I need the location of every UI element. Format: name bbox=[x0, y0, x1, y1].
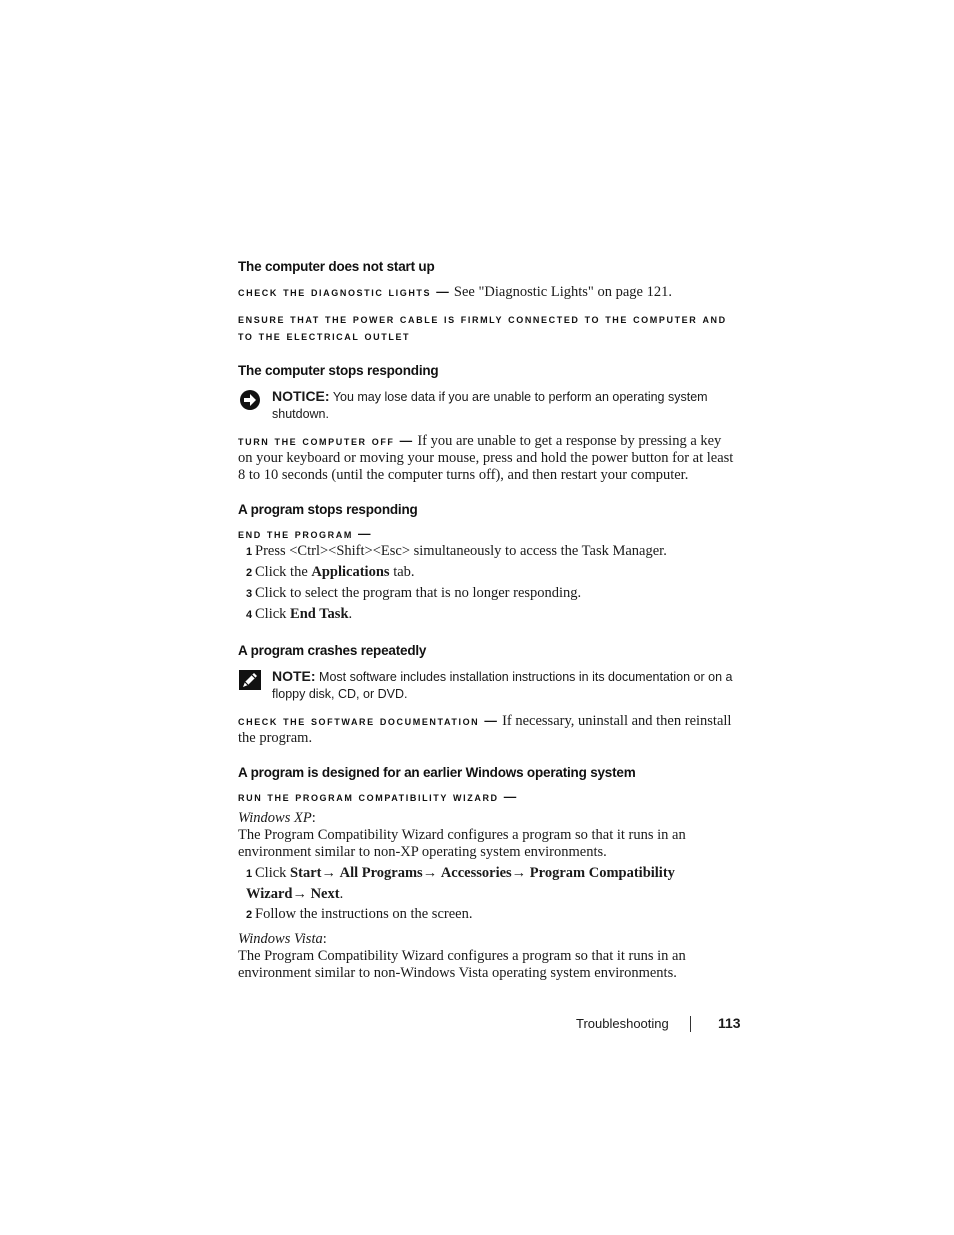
heading-program-earlier-windows: A program is designed for an earlier Windows operating system bbox=[238, 765, 636, 780]
footer-divider bbox=[690, 1016, 691, 1032]
step-text: Click bbox=[255, 865, 291, 881]
colon: : bbox=[311, 810, 316, 826]
arrow-glyph: → bbox=[292, 886, 307, 902]
arrow-glyph: → bbox=[321, 865, 336, 881]
step-number: 2 bbox=[246, 567, 253, 579]
check-diagnostic-lights-item bbox=[238, 284, 738, 301]
end-task-ref: End Task bbox=[290, 606, 349, 622]
windows-xp-label: Windows XP bbox=[238, 810, 312, 826]
windows-xp-steps bbox=[238, 863, 738, 925]
step-text: Follow the instructions on the screen. bbox=[255, 906, 473, 922]
turn-computer-off-item bbox=[238, 433, 738, 484]
heading-computer-stops-responding: The computer stops responding bbox=[238, 363, 439, 378]
turn-computer-off-label: turn the computer off — bbox=[238, 434, 414, 448]
program-compatibility-wizard-ref: Program Compatibility Wizard bbox=[246, 865, 675, 902]
all-programs-ref: All Programs bbox=[339, 865, 423, 881]
check-diagnostic-lights-text: See "Diagnostic Lights" on page 121. bbox=[453, 284, 672, 300]
notice-arrow-icon bbox=[239, 389, 261, 411]
step-text: Press <Ctrl><Shift><Esc> simultaneously to access the Task Manager. bbox=[255, 543, 667, 559]
step-text: Click to select the program that is no longer responding. bbox=[255, 585, 582, 601]
windows-vista-label: Windows Vista bbox=[238, 931, 323, 947]
end-program-steps bbox=[238, 541, 738, 625]
note-text: Most software includes installation instructions in its documentation or on a floppy disk, CD, or DVD. bbox=[272, 670, 733, 701]
step-number: 2 bbox=[246, 909, 253, 921]
turn-computer-off-text: If you are unable to get a response by pressing a key on your keyboard or moving your mouse, press and hold the power button for at least 8 to 10 seconds (until the computer turns off), and then restart your computer. bbox=[238, 433, 734, 483]
list-item bbox=[238, 562, 738, 583]
arrow-glyph: → bbox=[511, 865, 527, 881]
list-item bbox=[238, 604, 738, 625]
check-software-doc-item bbox=[238, 713, 738, 747]
applications-tab-ref: Applications bbox=[311, 564, 390, 580]
windows-xp-label-line bbox=[238, 810, 738, 827]
step-number: 3 bbox=[246, 588, 253, 600]
arrow-glyph: → bbox=[422, 865, 438, 881]
step-number: 1 bbox=[246, 868, 253, 880]
step-text: Click bbox=[255, 606, 291, 622]
colon: : bbox=[322, 931, 327, 947]
heading-program-crashes: A program crashes repeatedly bbox=[238, 643, 427, 658]
list-item bbox=[238, 541, 738, 562]
page-content bbox=[238, 259, 738, 982]
step-text-end: . bbox=[348, 606, 353, 622]
next-button-ref: Next bbox=[310, 886, 340, 902]
page-footer bbox=[576, 1013, 746, 1035]
list-item bbox=[238, 583, 738, 604]
heading-program-stops-responding: A program stops responding bbox=[238, 502, 418, 517]
page-number: 113 bbox=[718, 1015, 741, 1031]
windows-vista-paragraph: The Program Compatibility Wizard configures a program so that it runs in an environment similar to non-Windows Vista operating system environments. bbox=[238, 948, 686, 981]
start-menu-ref: Start bbox=[290, 865, 322, 881]
ensure-power-cable-label: ensure that the power cable is firmly connected to the computer and to the electrical outlet bbox=[238, 312, 727, 343]
note-label: NOTE: bbox=[272, 668, 316, 684]
accessories-ref: Accessories bbox=[440, 865, 512, 881]
check-diagnostic-lights-label: check the diagnostic lights — bbox=[238, 285, 451, 299]
step-text: Click the bbox=[255, 564, 312, 580]
heading-computer-does-not-start: The computer does not start up bbox=[238, 259, 435, 274]
notice-callout bbox=[238, 388, 738, 423]
step-text-end: . bbox=[339, 886, 344, 902]
check-software-doc-text: If necessary, uninstall and then reinstall the program. bbox=[238, 713, 732, 746]
step-number: 4 bbox=[246, 609, 253, 621]
run-wizard-label: run the program compatibility wizard — bbox=[238, 790, 518, 804]
list-item bbox=[238, 863, 738, 904]
note-callout bbox=[238, 668, 738, 703]
notice-label: NOTICE: bbox=[272, 388, 330, 404]
footer-section-name: Troubleshooting bbox=[576, 1016, 669, 1031]
check-software-doc-label: check the software documentation — bbox=[238, 714, 499, 728]
windows-xp-paragraph: The Program Compatibility Wizard configures a program so that it runs in an environment similar to non-XP operating system environments. bbox=[238, 827, 686, 860]
list-item bbox=[238, 904, 738, 925]
notice-text: You may lose data if you are unable to perform an operating system shutdown. bbox=[272, 390, 708, 421]
step-number: 1 bbox=[246, 546, 253, 558]
step-text-end: tab. bbox=[389, 564, 415, 580]
end-program-label: end the program — bbox=[238, 527, 373, 541]
note-pencil-icon bbox=[239, 669, 261, 691]
windows-vista-label-line bbox=[238, 931, 738, 948]
